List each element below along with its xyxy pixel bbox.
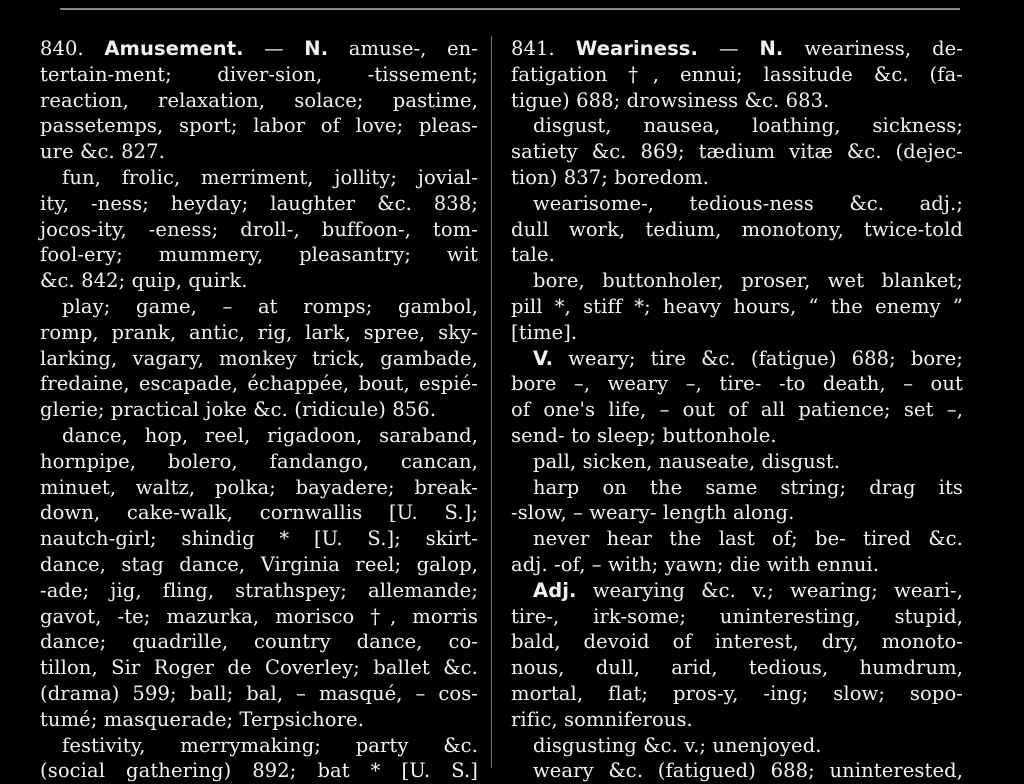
text-line: (social gathering) 892; bat * [U. S.] [40,759,478,783]
text-line: bore, buttonholer, proser, wet blanket; [533,269,963,293]
column-divider [491,36,492,768]
text-line: 841. Weariness. — N. weariness, de- [511,37,963,60]
text-line: ity, -ness; heyday; laughter &c. 838; [40,191,478,215]
text-line: 840. Amusement. — N. amuse-, en- [40,37,478,60]
header-rule [60,0,960,10]
text-line: ure &c. 827. [40,140,165,164]
text-line: dance, hop, reel, rigadoon, saraband, [62,423,478,447]
text-line: dull work, tedium, monotony, twice-told [511,217,963,241]
text-line: mortal, flat; pros-y, -ing; slow; sopo- [511,681,963,705]
text-line: minuet, waltz, polka; bayadere; break- [40,475,478,499]
text-line: jocos-ity, -eness; droll-, buffoon-, tom- [40,217,478,241]
text-line: reaction, relaxation, solace; pastime, [40,88,478,112]
text-line: nous, dull, arid, tedious, humdrum, [511,656,963,680]
text-line: tumé; masquerade; Terpsichore. [40,707,364,731]
text-line: send- to sleep; buttonhole. [511,423,777,447]
entry-840-amusement [40,36,478,784]
text-line: tion) 837; boredom. [511,165,710,189]
text-line: tale. [511,243,555,267]
text-line: harp on the same string; drag its [533,475,963,499]
text-line: fun, frolic, merriment, jollity; jovial- [62,165,478,189]
text-line: glerie; practical joke &c. (ridicule) 856. [40,398,437,422]
text-line: V. weary; tire &c. (fatigue) 688; bore; [533,346,963,370]
text-line: fool-ery; mummery, pleasantry; wit [40,243,478,267]
entry-841-weariness [511,36,963,784]
text-line: tillon, Sir Roger de Coverley; ballet &c. [40,656,478,680]
text-line: pill *, stiff *; heavy hours, “ the enemy ” [511,294,963,318]
text-line: play; game, – at romps; gambol, [62,294,478,318]
text-line: disgust, nausea, loathing, sickness; [533,114,963,138]
text-line: romp, prank, antic, rig, lark, spree, sky- [40,320,478,344]
text-line: (drama) 599; ball; bal, – masqué, – cos- [40,681,478,705]
text-line: dance, stag dance, Virginia reel; galop, [40,552,478,576]
text-line: of one's life, – out of all patience; set –, [511,398,963,422]
text-line: &c. 842; quip, quirk. [40,269,248,293]
text-line: down, cake-walk, cornwallis [U. S.]; [40,501,478,525]
text-line: fatigation †, ennui; lassitude &c. (fa- [511,62,963,86]
text-line: gavot, -te; mazurka, morisco †, morris [40,604,478,628]
text-line: larking, vagary, monkey trick, gambade, [40,346,478,370]
text-line: [time]. [511,320,578,344]
text-line: Adj. wearying &c. v.; wearing; weari-, [533,578,963,602]
text-line: tertain-ment; diver-sion, -tissement; [40,62,478,86]
text-line: satiety &c. 869; tædium vitæ &c. (dejec- [511,140,963,164]
text-line: rific, somniferous. [511,707,693,731]
text-line: adj. -of, – with; yawn; die with ennui. [511,552,880,576]
text-line: weary &c. (fatigued) 688; uninterested, [533,759,963,783]
text-line: nautch-girl; shindig * [U. S.]; skirt- [40,527,478,551]
text-line: wearisome-, tedious-ness &c. adj.; [533,191,963,215]
text-line: disgusting &c. v.; unenjoyed. [533,733,822,757]
text-line: pall, sicken, nauseate, disgust. [533,449,841,473]
text-line: bald, devoid of interest, dry, monoto- [511,630,963,654]
text-line: hornpipe, bolero, fandango, cancan, [40,449,478,473]
text-line: tigue) 688; drowsiness &c. 683. [511,88,830,112]
text-line: fredaine, escapade, échappée, bout, espié- [40,372,478,396]
text-line: passetemps, sport; labor of love; pleas- [40,114,478,138]
text-line: dance; quadrille, country dance, co- [40,630,478,654]
text-line: never hear the last of; be- tired &c. [533,527,963,551]
text-line: bore –, weary –, tire- -to death, – out [511,372,963,396]
text-line: festivity, merrymaking; party &c. [62,733,478,757]
text-line: -slow, – weary- length along. [511,501,795,525]
text-line: tire-, irk-some; uninteresting, stupid, [511,604,963,628]
text-line: -ade; jig, fling, strathspey; allemande; [40,578,478,602]
